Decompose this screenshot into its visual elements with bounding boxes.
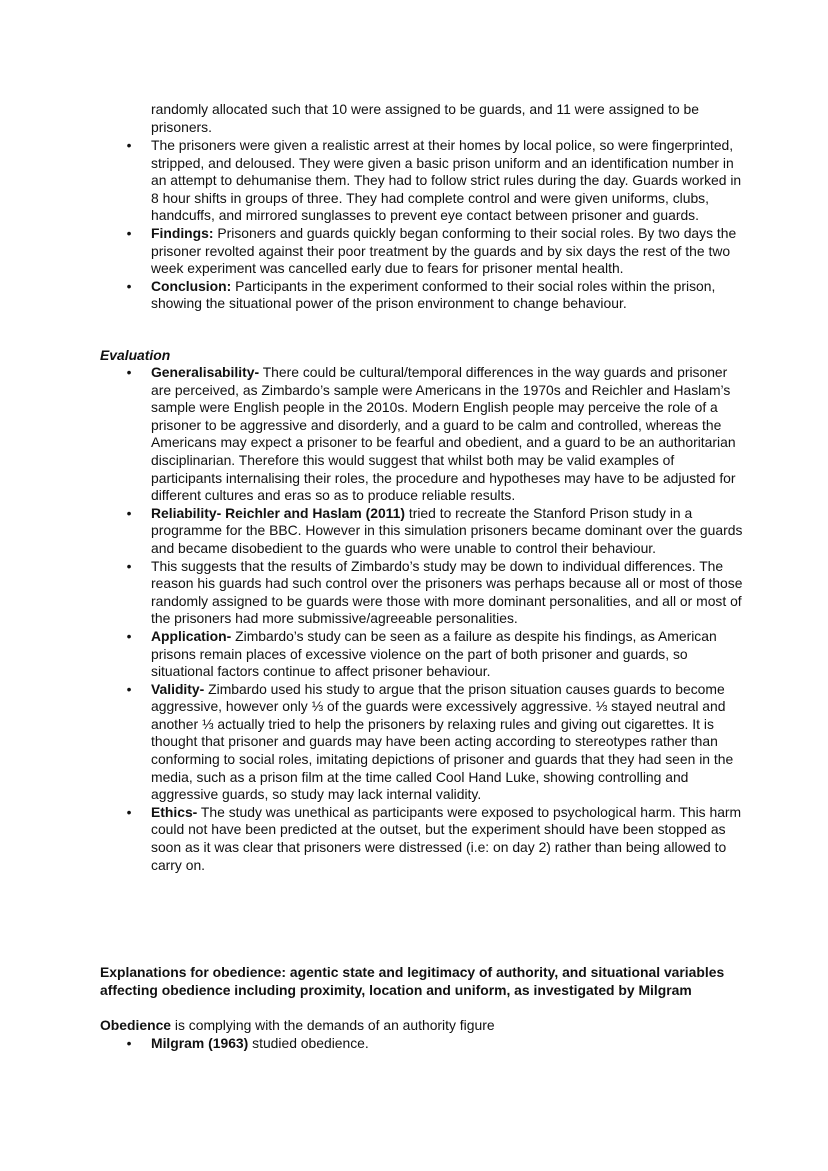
item-text: tried to recreate the Stanford Prison study in a programme for the BBC. However in this simulation prisoners became dominant over the guards and became disobedient to the guards who were unable to control their behaviour. (151, 504, 743, 556)
bullet-icon: • (126, 137, 132, 153)
item-text: Participants in the experiment conformed to their social roles within the prison, showing the situational power of the prison environment to change behaviour. (151, 277, 716, 312)
item-label: Milgram (1963) (151, 1035, 249, 1051)
list-item (124, 278, 744, 313)
bullet-icon: • (126, 557, 132, 574)
bullet-icon: • (126, 224, 132, 241)
list-item (124, 364, 744, 505)
item-label: Ethics- (151, 803, 198, 820)
bullet-icon: • (126, 680, 132, 697)
item-text: Zimbardo’s study can be seen as a failure as despite his findings, as American prisons remain places of excessive violence on the part of both prisoner and guards, so situational factors continue to affect prisoner behaviour. (151, 627, 717, 680)
milgram-list (124, 1035, 744, 1053)
item-text: There could be cultural/temporal differences in the way guards and prisoner are perceived, as Zimbardo’s sample were Americans in the 1970s and Reichler and Haslam’s sample were English people in the 2010s. Modern English people may perceive the role of a prisoner to be aggressive and disorderly, and a guard to be calm and controlled, whereas the Americans may expect a prisoner to be fearful and obedient, and a guard to be an authoritarian disciplinarian. Therefore this would suggest that whilst both may be valid examples of participants internalising their roles, the procedure and hypotheses may have to be adjusted for different cultures and eras so as to produce reliable results. (151, 364, 736, 504)
bullet-icon: • (126, 803, 132, 820)
item-label: Findings: (151, 224, 214, 241)
item-label: Reliability- Reichler and Haslam (2011) (151, 504, 405, 521)
item-label: Generalisability- (151, 364, 260, 380)
continuation-text: randomly allocated such that 10 were assigned to be guards, and 11 were assigned to be prisoners. (151, 101, 700, 135)
item-text: studied obedience. (248, 1035, 369, 1051)
list-item (124, 137, 744, 225)
bullet-icon: • (126, 1035, 132, 1051)
list-item (124, 804, 744, 874)
section-heading: Explanations for obedience: agentic state and legitimacy of authority, and situational variables affecting obedience including proximity, location and uniform, as investigated by Milgram (100, 964, 725, 998)
definition-text: is complying with the demands of an authority figure (171, 1017, 495, 1033)
list-item (124, 558, 744, 628)
list-item (124, 225, 744, 278)
evaluation-list (124, 364, 744, 874)
definition-term: Obedience (100, 1017, 172, 1033)
item-label: Conclusion: (151, 277, 232, 294)
list-item (124, 681, 744, 804)
bullet-icon: • (126, 277, 132, 294)
item-text: Zimbardo used his study to argue that the prison situation causes guards to become aggressive, however only ⅓ of the guards were excessively aggressive. ⅓ stayed neutral and another ⅓ actually tried to help the prisoners by relaxing rules and giving out cigarettes. It is thought that prisoner and guards may have been acting according to stereotypes rather than conforming to social roles, imitating depictions of prisoner and guards that they had seen in the media, such as a prison film at the time called Cool Hand Luke, showing controlling and aggressive guards, so study may lack internal validity. (151, 680, 734, 803)
list-item (124, 505, 744, 558)
item-text: This suggests that the results of Zimbardo’s study may be down to individual differences. The reason his guards had such control over the prisoners was perhaps because all or most of those randomly assigned to be guards were those with more dominant personalities, and all or most of the prisoners had more submissive/agreeable personalities. (151, 557, 743, 627)
method-list (124, 137, 744, 313)
bullet-icon: • (126, 627, 132, 644)
list-item (124, 1035, 744, 1053)
item-text: Prisoners and guards quickly began conforming to their social roles. By two days the prisoner revolted against their poor treatment by the guards and by six days the rest of the two week experiment was cancelled early due to fears for prisoner mental health. (151, 224, 737, 277)
definition (100, 1017, 740, 1035)
item-label: Application- (151, 627, 232, 644)
bullet-icon: • (126, 504, 132, 521)
item-text: The prisoners were given a realistic arrest at their homes by local police, so were fingerprinted, stripped, and deloused. They were given a basic prison uniform and an identification number in an attempt to dehumanise them. They had to follow strict rules during the day. Guards worked in 8 hour shifts in groups of three. They had complete control and were given uniforms, clubs, handcuffs, and mirrored sunglasses to prevent eye contact between prisoner and guards. (151, 137, 742, 224)
item-text: The study was unethical as participants were exposed to psychological harm. This harm could not have been predicted at the outset, but the experiment should have been stopped as soon as it was clear that prisoners were distressed (i.e: on day 2) rather than being allowed to carry on. (151, 803, 742, 873)
bullet-icon: • (126, 364, 132, 380)
item-label: Validity- (151, 680, 205, 697)
evaluation-heading: Evaluation (100, 347, 171, 363)
list-item (124, 628, 744, 681)
